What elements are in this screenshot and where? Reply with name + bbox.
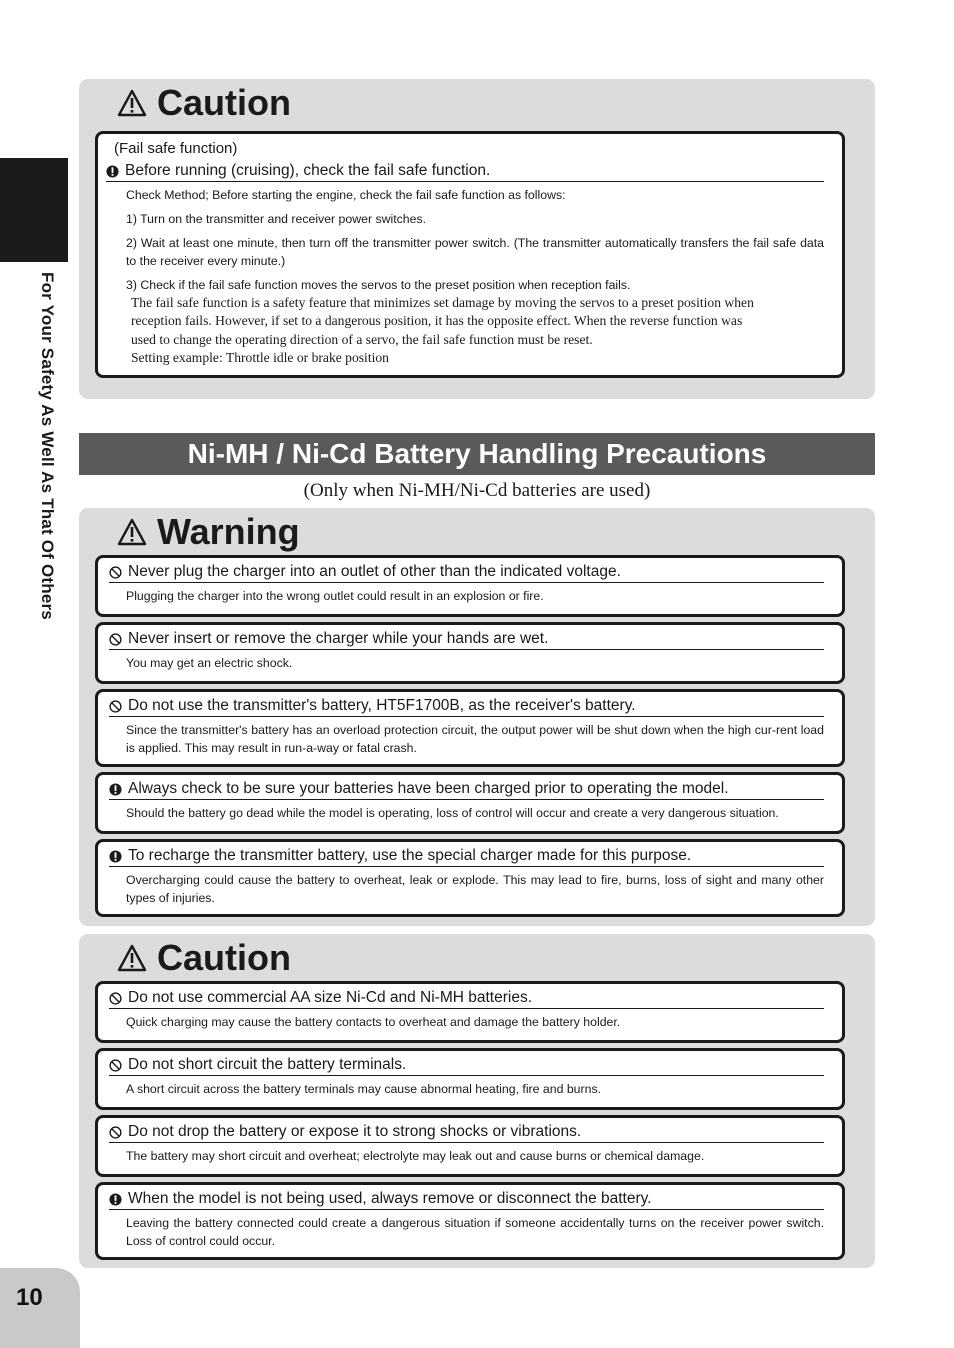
- prohibited-icon: [109, 566, 122, 579]
- note-line-4: Setting example: Throttle idle or brake position: [131, 350, 389, 365]
- note-line-3: used to change the operating direction of a servo, the fail safe function must be reset.: [131, 332, 593, 347]
- warning-item-heading: [109, 780, 824, 800]
- page-number-tab: [0, 1268, 80, 1348]
- prohibited-icon: [109, 1059, 122, 1072]
- note-line-1: The fail safe function is a safety feature that minimizes set damage by moving the servos to a preset position when: [131, 295, 754, 310]
- section-title-band: [79, 433, 875, 475]
- caution-item-heading-text: Do not drop the battery or expose it to strong shocks or vibrations.: [128, 1123, 582, 1140]
- warning-triangle-icon: [117, 944, 147, 972]
- warning-item: [95, 555, 845, 617]
- caution-header: [117, 937, 291, 978]
- warning-item-body: Plugging the charger into the wrong outlet could result in an explosion or fire.: [126, 589, 544, 603]
- warning-item: [95, 622, 845, 684]
- caution-title: Caution: [157, 937, 291, 978]
- warning-item-heading: [109, 697, 824, 717]
- warning-item: [95, 772, 845, 834]
- step-2: 2) Wait at least one minute, then turn off the transmitter power switch. (The transmitter automatically transfers the fail safe data to the receiver every minute.): [126, 236, 824, 268]
- warning-item-heading-text: To recharge the transmitter battery, use the special charger made for this purpose.: [128, 847, 692, 864]
- mandatory-icon: [109, 1193, 122, 1206]
- warning-item: [95, 839, 845, 917]
- warning-item: [95, 689, 845, 767]
- caution-item-heading: [109, 1190, 824, 1210]
- caution-header: [117, 82, 291, 123]
- mandatory-icon: [109, 850, 122, 863]
- caution-item-body: A short circuit across the battery terminals may cause abnormal heating, fire and burns.: [126, 1082, 602, 1096]
- warning-item-heading: [109, 847, 824, 867]
- prohibited-icon: [109, 1126, 122, 1139]
- step-3: 3) Check if the fail safe function moves the servos to the preset position when reception fails.: [126, 278, 631, 292]
- warning-item-body: Since the transmitter's battery has an overload protection circuit, the output power will be shut down when the high cur-rent load is applied. This may result in run-a-way or fatal crash.: [126, 723, 824, 755]
- caution-item-heading: [109, 1056, 824, 1076]
- side-tab-label: For Your Safety As Well As That Of Others: [38, 272, 57, 620]
- page-number: 10: [16, 1284, 43, 1311]
- warning-item-body: You may get an electric shock.: [126, 656, 293, 670]
- prohibited-icon: [109, 992, 122, 1005]
- caution-item-heading: [109, 1123, 824, 1143]
- caution-item-heading: [109, 989, 824, 1009]
- side-tab-block: [0, 158, 68, 262]
- warning-triangle-icon: [117, 89, 147, 117]
- warning-title: Warning: [157, 511, 300, 552]
- warning-item-heading: [109, 630, 824, 650]
- step-1: 1) Turn on the transmitter and receiver power switches.: [126, 212, 427, 226]
- warning-panel: [79, 508, 875, 926]
- fail-safe-subheading: (Fail safe function): [114, 140, 238, 157]
- section-title: Ni-MH / Ni-Cd Battery Handling Precautions: [187, 438, 767, 469]
- caution-item: [95, 981, 845, 1043]
- caution-item-body: The battery may short circuit and overheat; electrolyte may leak out and cause burns or chemical damage.: [126, 1149, 705, 1163]
- caution-item: [95, 1048, 845, 1110]
- check-method: Check Method; Before starting the engine, check the fail safe function as follows:: [126, 188, 566, 202]
- warning-item-heading: [109, 563, 824, 583]
- mandatory-icon: [106, 165, 119, 178]
- caution-panel-battery: [79, 934, 875, 1268]
- warning-item-heading-text: Do not use the transmitter's battery, HT5F1700B, as the receiver's battery.: [128, 697, 636, 714]
- warning-item-heading-text: Always check to be sure your batteries have been charged prior to operating the model.: [128, 780, 729, 797]
- caution-item-heading-text: When the model is not being used, always remove or disconnect the battery.: [128, 1190, 652, 1207]
- caution-item-heading-text: Do not use commercial AA size Ni-Cd and Ni-MH batteries.: [128, 989, 533, 1006]
- caution-title: Caution: [157, 82, 291, 123]
- fail-safe-box: [95, 131, 845, 378]
- fail-safe-heading-text: Before running (cruising), check the fail safe function.: [125, 162, 491, 179]
- warning-item-heading-text: Never insert or remove the charger while your hands are wet.: [128, 630, 549, 647]
- mandatory-icon: [109, 783, 122, 796]
- note-line-2: reception fails. However, if set to a dangerous position, it has the opposite effect. When the reverse function was: [131, 313, 743, 328]
- warning-triangle-icon: [117, 518, 147, 546]
- caution-item: [95, 1115, 845, 1177]
- prohibited-icon: [109, 700, 122, 713]
- section-subtitle: (Only when Ni-MH/Ni-Cd batteries are used): [303, 480, 651, 501]
- caution-item: [95, 1182, 845, 1260]
- warning-item-body: Should the battery go dead while the model is operating, loss of control will occur and create a very dangerous situation.: [126, 806, 779, 820]
- caution-item-heading-text: Do not short circuit the battery terminals.: [128, 1056, 407, 1073]
- warning-header: [117, 511, 300, 552]
- prohibited-icon: [109, 633, 122, 646]
- caution-item-body: Quick charging may cause the battery contacts to overheat and damage the battery holder.: [126, 1015, 621, 1029]
- warning-item-heading-text: Never plug the charger into an outlet of other than the indicated voltage.: [128, 563, 621, 580]
- caution-item-body: Leaving the battery connected could create a dangerous situation if someone accidentally turns on the receiver power switch. Loss of control could occur.: [126, 1216, 824, 1248]
- fail-safe-heading: [106, 162, 824, 182]
- warning-item-body: Overcharging could cause the battery to overheat, leak or explode. This may lead to fire, burns, loss of sight and many other types of injuries.: [126, 873, 824, 905]
- caution-panel-fail-safe: [79, 79, 875, 399]
